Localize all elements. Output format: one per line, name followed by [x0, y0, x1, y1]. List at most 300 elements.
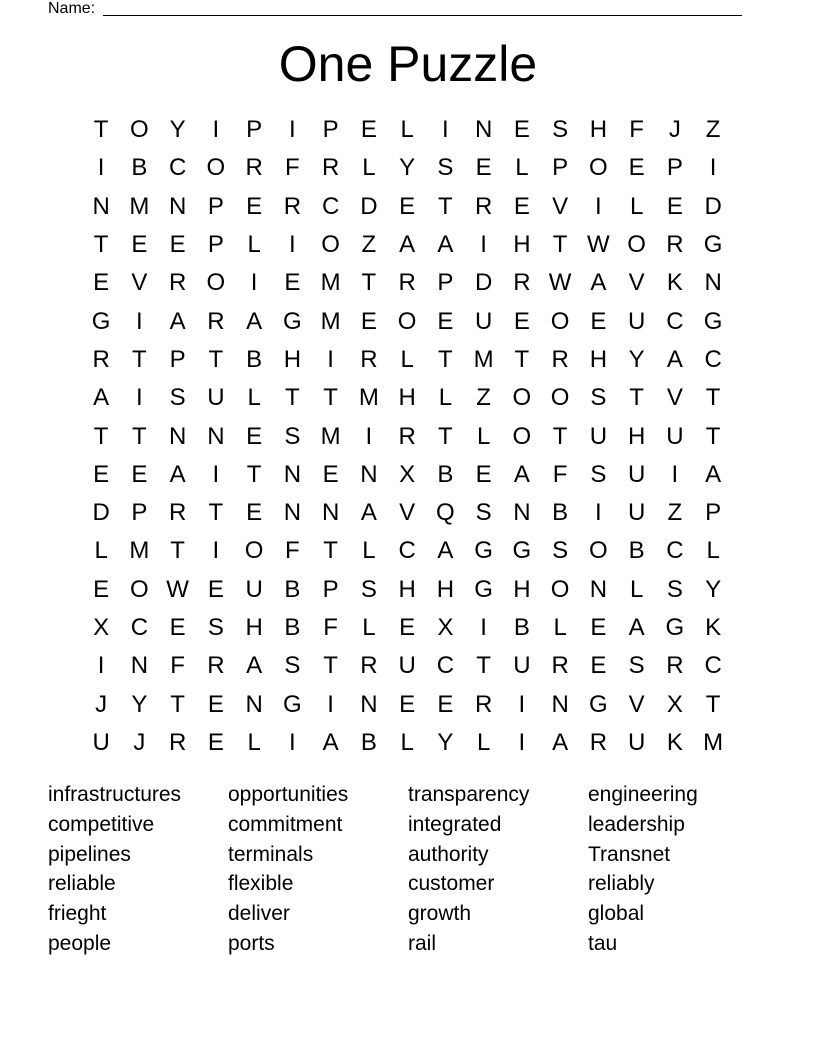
grid-letter: E	[360, 307, 377, 335]
grid-letter: T	[705, 690, 721, 718]
grid-letter: E	[246, 422, 263, 450]
letter-grid	[82, 111, 732, 762]
grid-letter: X	[93, 614, 110, 641]
grid-letter: A	[246, 652, 263, 680]
grid-letter: E	[284, 269, 301, 297]
grid-letter: U	[627, 307, 646, 335]
grid-letter: R	[360, 345, 378, 373]
grid-letter: M	[320, 307, 341, 335]
grid-letter: N	[207, 422, 225, 450]
grid-letter: L	[476, 422, 491, 450]
grid-letter: E	[399, 690, 416, 718]
grid-letter: L	[400, 728, 414, 756]
grid-letter: H	[513, 575, 531, 603]
grid-letter: L	[400, 345, 414, 373]
grid-letter: H	[398, 575, 416, 603]
word-list-item: ports	[228, 931, 275, 955]
grid-letter: F	[629, 116, 644, 144]
grid-letter: U	[627, 460, 646, 488]
grid-letter: O	[321, 231, 340, 259]
grid-letter: D	[360, 192, 378, 220]
grid-letter: B	[552, 499, 569, 527]
grid-letter: R	[207, 307, 225, 335]
grid-letter: I	[365, 422, 373, 450]
grid-letter: P	[705, 499, 722, 527]
grid-letter: L	[438, 384, 453, 412]
grid-letter: T	[552, 231, 568, 259]
grid-letter: I	[480, 614, 487, 641]
word-list-item: commitment	[228, 812, 343, 836]
grid-letter: I	[518, 690, 526, 718]
grid-letter: C	[168, 154, 187, 182]
grid-letter: A	[93, 384, 110, 412]
grid-letter: S	[552, 537, 569, 565]
grid-letter: B	[284, 614, 301, 641]
grid-letter: T	[438, 422, 453, 450]
grid-letter: I	[595, 499, 602, 527]
grid-letter: C	[398, 537, 416, 565]
grid-letter: E	[246, 192, 263, 220]
grid-letter: O	[397, 307, 417, 335]
grid-letter: G	[703, 307, 723, 335]
word-list-item: reliably	[588, 872, 655, 896]
grid-letter: R	[283, 192, 302, 220]
grid-letter: N	[168, 422, 187, 450]
grid-letter: T	[93, 231, 109, 259]
grid-letter: K	[666, 269, 683, 297]
grid-letter: O	[550, 384, 570, 412]
grid-letter: E	[207, 728, 224, 756]
grid-letter: T	[361, 269, 377, 297]
word-list	[48, 780, 768, 959]
word-list-item: transparency	[408, 783, 530, 806]
grid-letter: P	[552, 154, 569, 182]
grid-letter: A	[705, 460, 722, 488]
word-list-item: flexible	[228, 872, 294, 896]
grid-letter: K	[705, 614, 722, 641]
grid-letter: W	[548, 269, 572, 297]
grid-letter: T	[323, 384, 338, 412]
grid-letter: I	[327, 690, 334, 718]
grid-letter: X	[666, 690, 683, 718]
grid-letter: A	[399, 231, 416, 259]
grid-letter: E	[131, 460, 148, 488]
grid-letter: A	[169, 307, 186, 335]
grid-letter: R	[474, 690, 493, 718]
grid-letter: V	[131, 269, 148, 297]
grid-letter: L	[553, 614, 567, 641]
grid-letter: J	[133, 728, 146, 756]
grid-letter: T	[93, 422, 109, 450]
grid-letter: G	[283, 690, 302, 718]
grid-letter: F	[552, 460, 568, 488]
grid-letter: B	[628, 537, 645, 565]
name-blank-line	[103, 15, 742, 16]
grid-letter: U	[245, 575, 263, 603]
grid-letter: O	[130, 575, 149, 603]
grid-letter: P	[207, 192, 224, 220]
grid-letter: I	[327, 345, 334, 373]
word-list-item: tau	[588, 931, 618, 955]
grid-letter: D	[474, 269, 493, 297]
grid-letter: I	[212, 537, 220, 565]
grid-letter: G	[703, 231, 723, 259]
grid-letter: S	[207, 614, 224, 641]
grid-letter: P	[322, 575, 339, 603]
grid-letter: L	[706, 537, 720, 565]
grid-letter: S	[169, 384, 186, 412]
grid-letter: Y	[628, 345, 645, 373]
grid-letter: S	[475, 499, 492, 527]
grid-letter: T	[629, 384, 644, 412]
grid-letter: E	[628, 154, 645, 182]
grid-letter: G	[665, 614, 685, 641]
grid-letter: T	[93, 116, 109, 144]
grid-letter: R	[168, 499, 187, 527]
grid-letter: B	[284, 575, 301, 603]
grid-letter: L	[515, 154, 529, 182]
grid-letter: I	[442, 116, 449, 144]
grid-letter: R	[321, 154, 340, 182]
word-list-item: rail	[408, 931, 437, 955]
grid-letter: E	[437, 690, 454, 718]
grid-letter: D	[704, 192, 722, 220]
grid-letter: O	[206, 154, 226, 182]
word-list-item: deliver	[228, 902, 290, 926]
grid-letter: R	[360, 652, 378, 680]
grid-letter: J	[668, 116, 681, 144]
grid-letter: U	[627, 499, 646, 527]
grid-letter: R	[589, 728, 608, 756]
grid-letter: I	[289, 116, 296, 144]
grid-letter: T	[438, 345, 453, 373]
grid-letter: E	[93, 460, 110, 488]
grid-letter: I	[518, 728, 526, 756]
grid-letter: D	[92, 499, 110, 527]
grid-letter: O	[589, 154, 608, 182]
grid-letter: R	[92, 345, 110, 373]
grid-letter: N	[168, 192, 187, 220]
grid-letter: H	[627, 422, 646, 450]
grid-letter: N	[360, 690, 378, 718]
grid-letter: O	[550, 307, 570, 335]
grid-letter: C	[704, 345, 722, 373]
grid-letter: L	[400, 116, 414, 144]
grid-letter: M	[703, 728, 724, 756]
grid-letter: E	[207, 575, 224, 603]
grid-letter: I	[480, 231, 487, 259]
grid-letter: T	[705, 422, 721, 450]
grid-letter: T	[705, 384, 721, 412]
grid-letter: P	[131, 499, 148, 527]
grid-letter: U	[207, 384, 225, 412]
grid-letter: C	[436, 652, 455, 680]
grid-letter: A	[590, 269, 607, 297]
grid-letter: L	[247, 384, 261, 412]
grid-letter: E	[590, 307, 607, 335]
grid-letter: R	[513, 269, 531, 297]
grid-letter: L	[362, 154, 376, 182]
grid-letter: N	[589, 575, 608, 603]
grid-letter: T	[132, 422, 147, 450]
grid-letter: U	[666, 422, 684, 450]
grid-letter: U	[627, 728, 646, 756]
grid-letter: I	[595, 192, 602, 220]
grid-letter: V	[552, 192, 569, 220]
grid-letter: E	[475, 460, 492, 488]
grid-letter: Z	[361, 231, 377, 259]
grid-letter: S	[552, 116, 569, 144]
grid-letter: N	[130, 652, 149, 680]
grid-letter: X	[399, 460, 416, 488]
grid-letter: V	[399, 499, 416, 527]
grid-letter: T	[208, 499, 224, 527]
grid-letter: E	[93, 575, 110, 603]
grid-letter: V	[666, 384, 683, 412]
grid-letter: O	[130, 116, 149, 144]
grid-letter: B	[246, 345, 263, 373]
grid-letter: N	[92, 192, 110, 220]
grid-letter: T	[476, 652, 491, 680]
grid-letter: E	[513, 307, 530, 335]
grid-letter: L	[362, 537, 376, 565]
grid-letter: M	[358, 384, 379, 412]
grid-letter: I	[289, 231, 296, 259]
word-list-item: customer	[408, 872, 495, 896]
grid-letter: E	[360, 116, 377, 144]
grid-letter: U	[513, 652, 531, 680]
grid-letter: R	[245, 154, 263, 182]
puzzle-title: One Puzzle	[278, 36, 538, 92]
grid-letter: E	[666, 192, 683, 220]
grid-letter: N	[704, 269, 722, 297]
grid-letter: F	[285, 537, 300, 565]
grid-letter: G	[474, 575, 493, 603]
grid-letter: E	[513, 116, 530, 144]
grid-letter: U	[474, 307, 493, 335]
grid-letter: U	[92, 728, 110, 756]
grid-letter: I	[709, 154, 717, 182]
grid-letter: Z	[667, 499, 683, 527]
grid-letter: L	[476, 728, 491, 756]
grid-letter: G	[512, 537, 532, 565]
grid-letter: Y	[131, 690, 148, 718]
grid-letter: I	[212, 116, 220, 144]
grid-letter: R	[551, 652, 569, 680]
grid-letter: A	[628, 614, 645, 641]
word-list-item: growth	[408, 902, 472, 926]
grid-letter: A	[322, 728, 339, 756]
grid-letter: E	[169, 614, 186, 641]
grid-letter: H	[245, 614, 263, 641]
grid-letter: O	[512, 422, 532, 450]
grid-letter: P	[169, 345, 186, 373]
grid-letter: I	[289, 728, 296, 756]
grid-letter: M	[129, 192, 150, 220]
grid-letter: O	[244, 537, 264, 565]
grid-letter: L	[247, 728, 261, 756]
word-list-item: engineering	[588, 783, 698, 806]
grid-letter: O	[589, 537, 608, 565]
grid-letter: H	[589, 116, 608, 144]
grid-letter: B	[131, 154, 148, 182]
grid-letter: M	[473, 345, 494, 373]
grid-letter: R	[666, 231, 684, 259]
grid-letter: E	[93, 269, 110, 297]
grid-letter: I	[212, 460, 220, 488]
grid-letter: P	[437, 269, 454, 297]
grid-letter: E	[207, 690, 224, 718]
grid-letter: R	[474, 192, 493, 220]
word-list-item: infrastructures	[48, 783, 182, 806]
grid-letter: Q	[436, 499, 455, 527]
grid-letter: G	[91, 307, 111, 335]
word-list-item: people	[48, 931, 112, 955]
grid-letter: S	[590, 384, 607, 412]
grid-letter: J	[95, 690, 108, 718]
grid-letter: C	[130, 614, 149, 641]
grid-letter: S	[437, 154, 454, 182]
grid-letter: N	[245, 690, 263, 718]
grid-letter: R	[207, 652, 225, 680]
grid-letter: N	[551, 690, 569, 718]
grid-letter: R	[551, 345, 569, 373]
grid-letter: C	[704, 652, 722, 680]
grid-letter: L	[629, 575, 644, 603]
grid-letter: I	[97, 652, 105, 680]
grid-letter: E	[246, 499, 263, 527]
grid-letter: H	[283, 345, 302, 373]
grid-letter: T	[323, 652, 338, 680]
grid-letter: L	[94, 537, 108, 565]
grid-letter: M	[320, 422, 341, 450]
grid-letter: H	[436, 575, 455, 603]
grid-letter: T	[438, 192, 453, 220]
grid-letter: Z	[476, 384, 491, 412]
grid-letter: V	[628, 690, 645, 718]
grid-letter: H	[398, 384, 416, 412]
grid-letter: O	[550, 575, 570, 603]
grid-letter: E	[322, 460, 339, 488]
grid-letter: A	[169, 460, 186, 488]
word-list-item: Transnet	[588, 842, 671, 866]
grid-letter: H	[513, 231, 531, 259]
grid-letter: G	[589, 690, 608, 718]
grid-letter: H	[589, 345, 608, 373]
grid-letter: S	[590, 460, 607, 488]
grid-letter: Y	[169, 116, 186, 144]
grid-letter: E	[437, 307, 454, 335]
grid-letter: I	[136, 307, 143, 335]
grid-letter: P	[246, 116, 263, 144]
grid-letter: L	[629, 192, 644, 220]
grid-letter: B	[360, 728, 377, 756]
grid-letter: U	[398, 652, 416, 680]
grid-letter: Y	[399, 154, 416, 182]
name-label: Name:	[48, 0, 96, 17]
grid-letter: F	[170, 652, 185, 680]
grid-letter: I	[250, 269, 258, 297]
grid-letter: F	[285, 154, 300, 182]
grid-letter: S	[628, 652, 645, 680]
grid-letter: E	[590, 614, 607, 641]
grid-letter: S	[284, 652, 301, 680]
grid-letter: P	[207, 231, 224, 259]
grid-letter: R	[168, 728, 187, 756]
grid-letter: E	[399, 192, 416, 220]
grid-letter: N	[513, 499, 531, 527]
grid-letter: T	[208, 345, 224, 373]
grid-letter: N	[474, 116, 493, 144]
grid-letter: P	[666, 154, 683, 182]
grid-letter: Y	[705, 575, 722, 603]
word-list-item: frieght	[48, 902, 107, 926]
grid-letter: G	[474, 537, 493, 565]
grid-letter: R	[398, 269, 416, 297]
grid-letter: O	[627, 231, 646, 259]
grid-letter: V	[628, 269, 645, 297]
grid-letter: C	[666, 307, 684, 335]
grid-letter: T	[170, 537, 185, 565]
grid-letter: M	[320, 269, 341, 297]
grid-letter: L	[247, 231, 261, 259]
grid-letter: W	[587, 231, 610, 259]
grid-letter: I	[136, 384, 143, 412]
grid-letter: A	[513, 460, 530, 488]
word-list-item: opportunities	[228, 783, 349, 806]
grid-letter: C	[666, 537, 684, 565]
name-field	[48, 0, 742, 20]
word-list-item: global	[588, 902, 645, 926]
grid-letter: E	[399, 614, 416, 641]
grid-letter: U	[589, 422, 608, 450]
grid-letter: N	[283, 499, 302, 527]
grid-letter: I	[671, 460, 679, 488]
grid-letter: E	[513, 192, 530, 220]
grid-letter: T	[132, 345, 147, 373]
grid-letter: S	[666, 575, 683, 603]
grid-letter: O	[512, 384, 532, 412]
grid-letter: R	[398, 422, 416, 450]
grid-letter: G	[283, 307, 302, 335]
grid-letter: X	[437, 614, 454, 641]
grid-letter: R	[666, 652, 684, 680]
grid-letter: P	[322, 116, 339, 144]
grid-letter: I	[97, 154, 105, 182]
grid-letter: A	[552, 728, 569, 756]
grid-letter: A	[666, 345, 683, 373]
grid-letter: E	[590, 652, 607, 680]
grid-letter: Y	[437, 728, 454, 756]
grid-letter: T	[170, 690, 185, 718]
grid-letter: L	[362, 614, 376, 641]
grid-letter: E	[169, 231, 186, 259]
grid-letter: S	[284, 422, 301, 450]
grid-letter: E	[475, 154, 492, 182]
grid-letter: M	[129, 537, 150, 565]
word-list-item: leadership	[588, 812, 685, 836]
word-list-item: integrated	[408, 812, 502, 836]
grid-letter: N	[283, 460, 302, 488]
grid-letter: O	[206, 269, 226, 297]
grid-letter: E	[131, 231, 148, 259]
grid-letter: T	[552, 422, 568, 450]
grid-letter: T	[323, 537, 338, 565]
grid-letter: A	[246, 307, 263, 335]
grid-letter: T	[514, 345, 530, 373]
grid-letter: F	[323, 614, 338, 641]
grid-letter: C	[321, 192, 340, 220]
